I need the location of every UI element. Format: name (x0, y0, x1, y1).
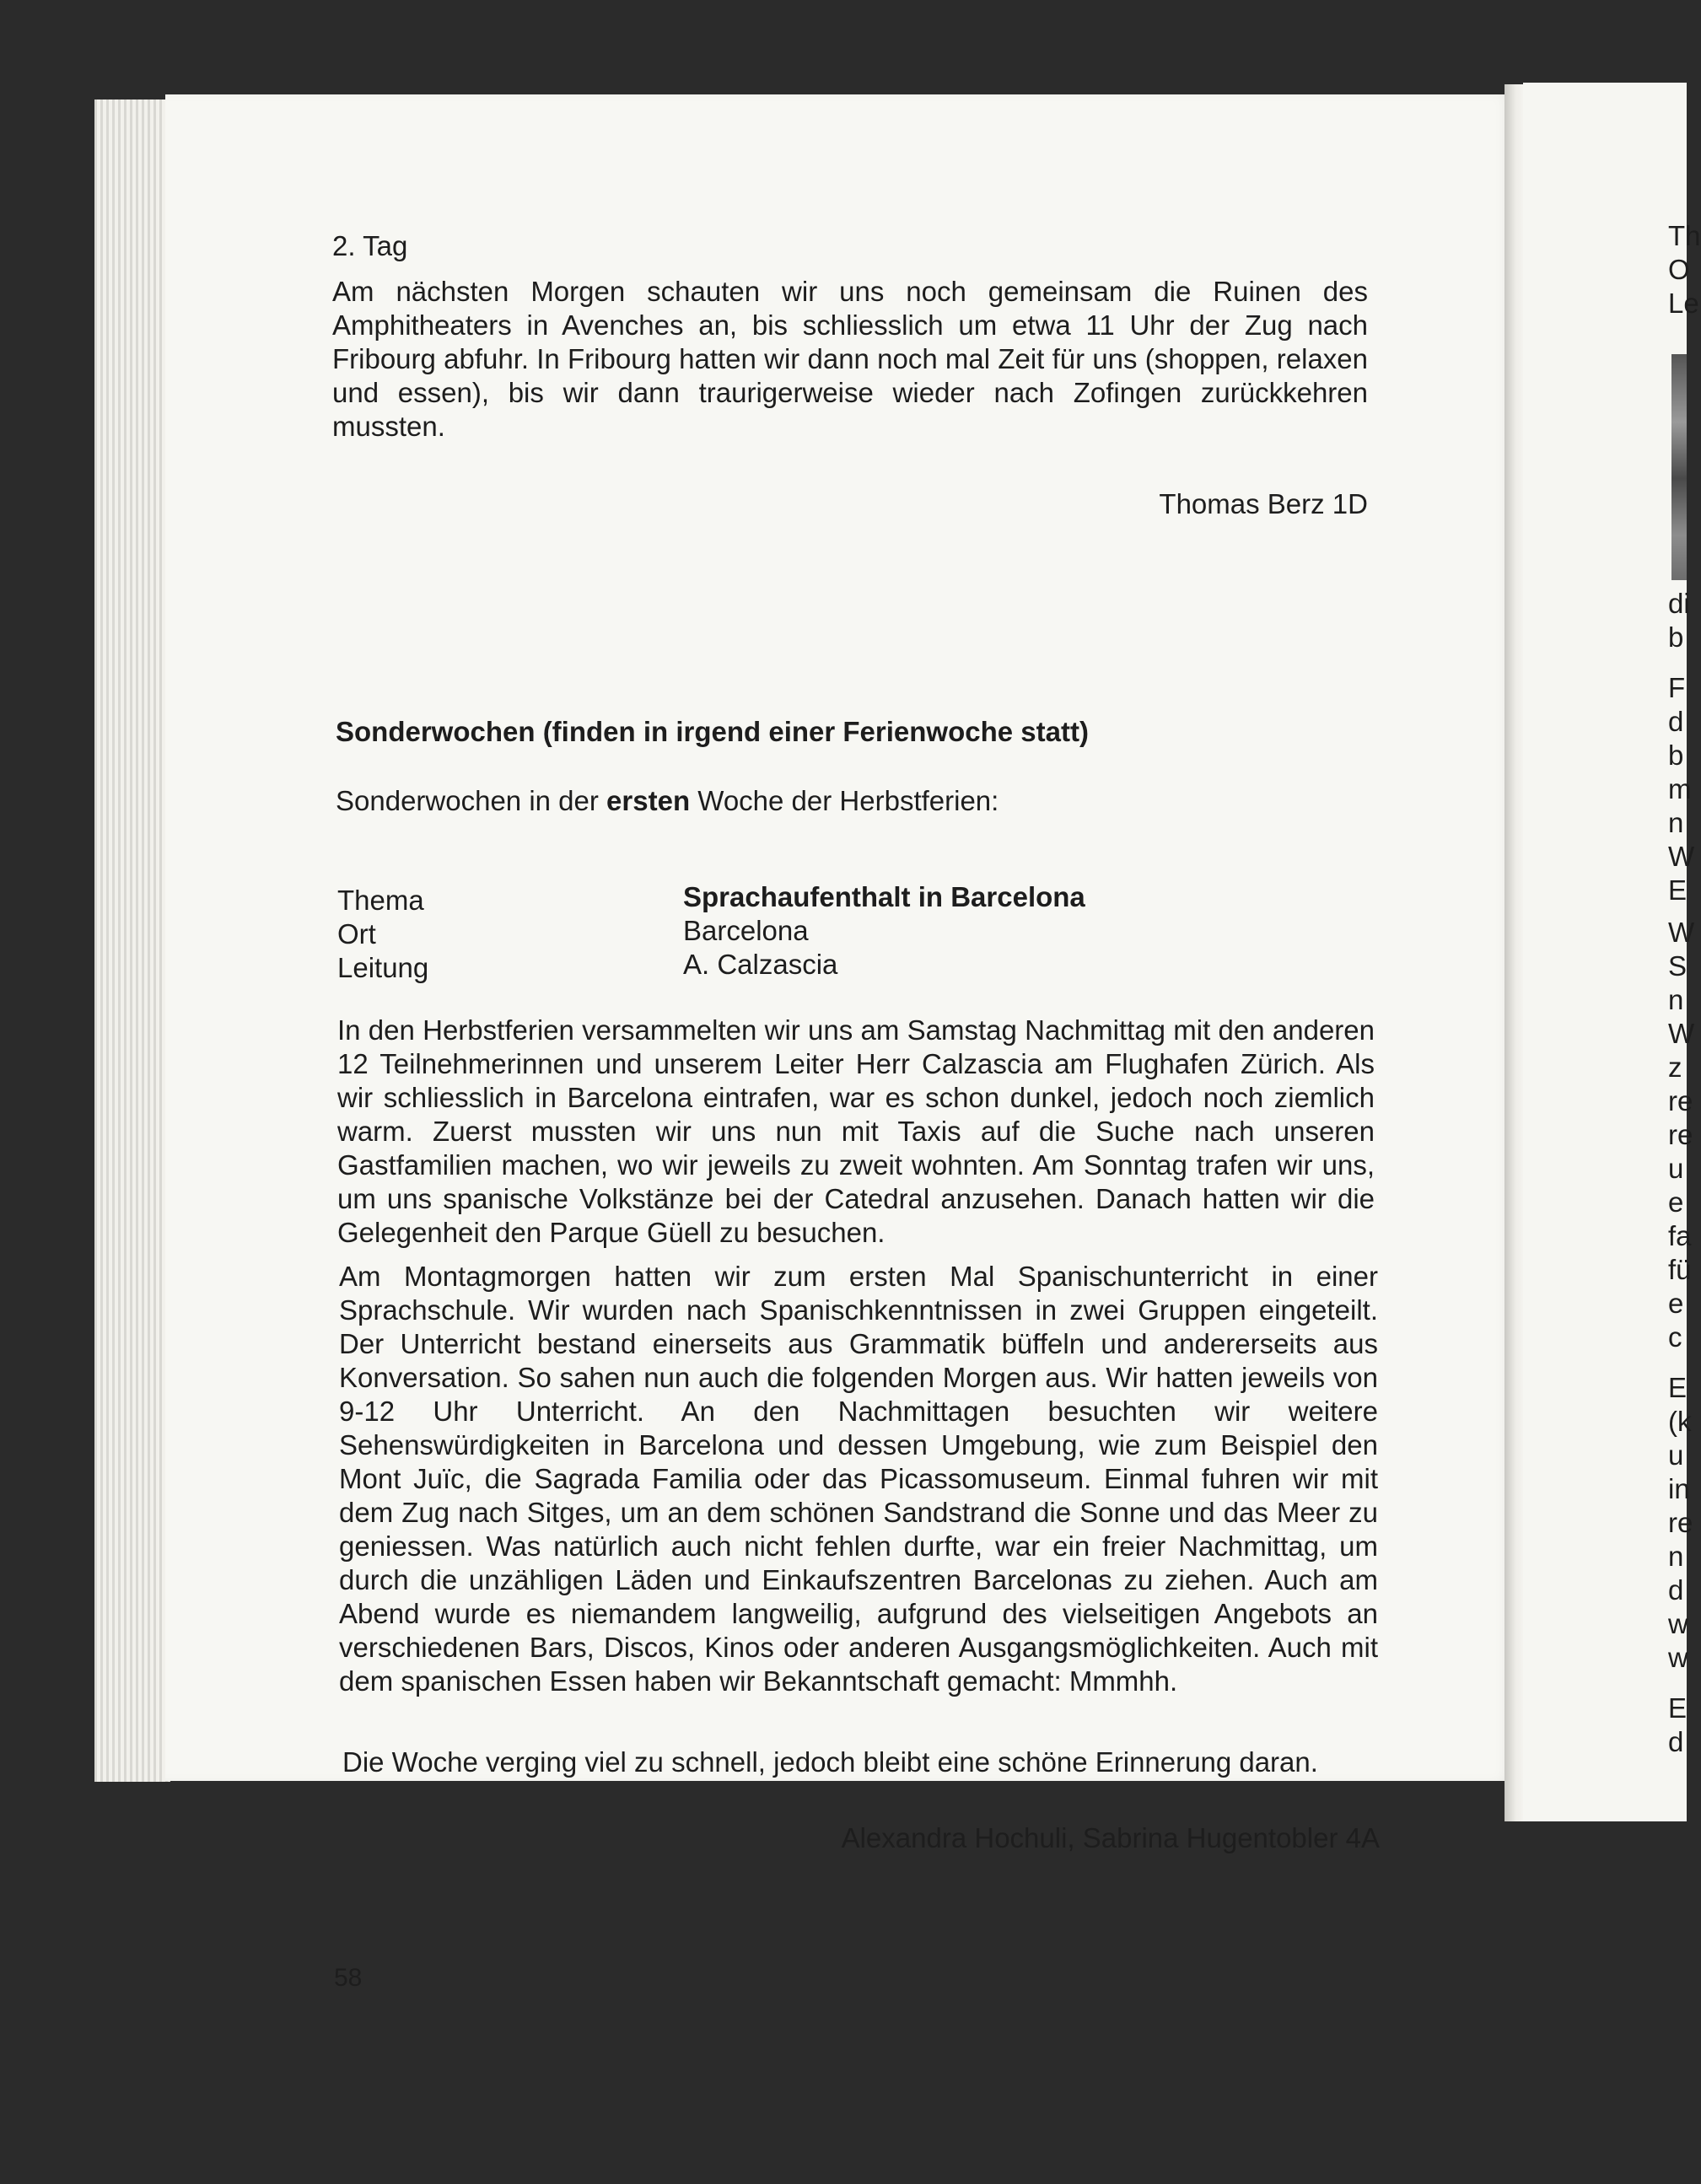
leitung-value: A. Calzascia (683, 949, 838, 980)
right-fragment: di (1668, 588, 1690, 619)
right-fragment: W (1668, 917, 1695, 948)
right-fragment: d (1668, 1574, 1684, 1606)
right-fragment: re (1668, 1085, 1693, 1116)
right-fragment: w (1668, 1608, 1688, 1639)
authors: Alexandra Hochuli, Sabrina Hugentobler 4A (841, 1822, 1380, 1853)
right-fragment: E (1668, 874, 1688, 906)
right-fragment: Le (1668, 288, 1699, 319)
day-author: Thomas Berz 1D (1159, 488, 1368, 519)
right-fragment: w (1668, 1642, 1688, 1673)
right-fragment: c (1668, 1321, 1682, 1353)
right-fragment: E (1668, 1692, 1688, 1724)
right-fragment: n (1668, 984, 1684, 1015)
right-fragment: u (1668, 1153, 1684, 1184)
right-fragment: fa (1668, 1220, 1692, 1251)
right-fragment: E (1668, 1372, 1688, 1403)
intro-after: Woche der Herbstferien: (690, 785, 999, 816)
thema-value: Sprachaufenthalt in Barcelona (683, 881, 1085, 912)
right-fragment: (k (1668, 1406, 1692, 1437)
right-fragment: W (1668, 1018, 1695, 1049)
right-fragment: O (1668, 254, 1690, 285)
thema-label: Thema (337, 885, 424, 916)
right-fragment: b (1668, 740, 1684, 771)
right-fragment: F (1668, 672, 1686, 703)
right-page-photo (1671, 354, 1687, 580)
right-fragment: re (1668, 1119, 1693, 1150)
right-fragment: e (1668, 1288, 1684, 1319)
paragraph-2: Am Montagmorgen hatten wir zum ersten Mal Spanischunterricht in einer Sprachschule. Wir wurden nach Spanischkenntnissen in zwei Gruppen eingeteilt. Der Unterricht bestand einerseits aus Grammatik büffeln und andererseits aus Konversation. So sahen nun auch die folgenden Morgen aus. Wir hatten jeweils von 9-12 Uhr Unterricht. An den Nachmittagen besuchten wir weitere Sehenswürdigkeiten in Barcelona und dessen Umgebung, wie zum Beispiel den Mont Juïc, die Sagrada Familia oder das Picassomuseum. Einmal fuhren wir mit dem Zug nach Sitges, um an dem schönen Sandstrand die Sonne und das Meer zu geniessen. Was natürlich auch nicht fehlen durfte, war ein freier Nachmittag, um durch die unzähligen Läden und Einkaufszentren Barcelonas zu ziehen. Auch am Abend wurde es niemandem langweilig, aufgrund des vielseitigen Angebots an verschiedenen Bars, Discos, Kinos oder anderen Ausgangsmöglichkeiten. Auch mit dem spanischen Essen haben wir Bekanntschaft gemacht: Mmmhh. (339, 1261, 1378, 1697)
right-fragment: n (1668, 807, 1684, 838)
day-paragraph: Am nächsten Morgen schauten wir uns noch gemeinsam die Ruinen des Amphitheaters in Avenches an, bis schliesslich um etwa 11 Uhr der Zug nach Fribourg abfuhr. In Fribourg hatten wir dann noch mal Zeit für uns (shoppen, relaxen und essen), bis wir dann traurigerweise wieder nach Zofingen zurückkehren mussten. (332, 276, 1368, 442)
intro-before: Sonderwochen in der (336, 785, 607, 816)
page-number: 58 (334, 1964, 363, 1992)
right-fragment: z (1668, 1052, 1682, 1083)
right-fragment: u (1668, 1439, 1684, 1471)
day-heading: 2. Tag (332, 230, 408, 261)
leitung-label: Leitung (337, 952, 429, 983)
paragraph-3: Die Woche verging viel zu schnell, jedoch bleibt eine schöne Erinnerung daran. (342, 1746, 1318, 1778)
book-gutter (1505, 84, 1523, 1821)
right-fragment: S (1668, 950, 1688, 982)
right-fragment: d (1668, 1726, 1684, 1757)
ort-value: Barcelona (683, 915, 809, 946)
page-edges (94, 100, 170, 1782)
right-fragment: in (1668, 1473, 1690, 1504)
right-fragment: n (1668, 1541, 1684, 1572)
ort-label: Ort (337, 918, 376, 949)
right-fragment: fü (1668, 1254, 1692, 1285)
right-fragment: m (1668, 773, 1692, 804)
right-fragment: Th (1668, 220, 1701, 251)
right-fragment: re (1668, 1507, 1693, 1538)
right-fragment: d (1668, 706, 1684, 737)
right-fragment: W (1668, 841, 1695, 872)
intro-line (336, 784, 999, 818)
right-fragment: e (1668, 1186, 1684, 1218)
section-heading: Sonderwochen (finden in irgend einer Ferienwoche statt) (336, 716, 1089, 747)
paragraph-1: In den Herbstferien versammelten wir uns am Samstag Nachmittag mit den anderen 12 Teilnehmerinnen und unserem Leiter Herr Calzascia am Flughafen Zürich. Als wir schliesslich in Barcelona eintrafen, war es schon dunkel, jedoch noch ziemlich warm. Zuerst mussten wir uns nun mit Taxis auf die Suche nach unseren Gastfamilien machen, wo wir jeweils zu zweit wohnten. Am Sonntag trafen wir uns, um uns spanische Volkstänze bei der Catedral anzusehen. Danach hatten wir die Gelegenheit den Parque Güell zu besuchen. (337, 1014, 1375, 1248)
right-fragment: b (1668, 621, 1684, 653)
intro-bold: ersten (606, 785, 691, 816)
right-page (1523, 83, 1687, 1821)
